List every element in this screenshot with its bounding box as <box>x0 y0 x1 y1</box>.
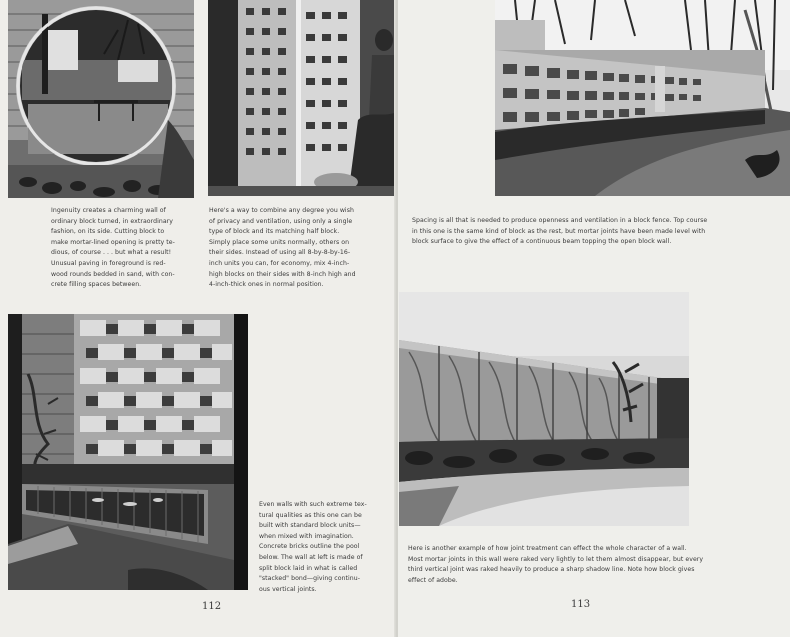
caption-line: effect of adobe. <box>408 576 458 584</box>
caption-line: wood rounds bedded in sand, with con- <box>51 270 175 278</box>
caption-line: split block laid in what is called <box>259 564 358 572</box>
photo-circular-opening-wall-image <box>8 0 194 198</box>
photo-open-block-fence <box>495 0 790 196</box>
page-number-left: 112 <box>202 601 222 612</box>
caption-line: "stacked" bond—giving continu- <box>259 575 361 583</box>
caption-circular-opening-wall <box>51 206 193 291</box>
caption-line: block surface to give the effect of a continuous beam topping the open block wall. <box>412 238 672 246</box>
caption-line: third vertical joint was raked heavily to produce a sharp shadow line. Note how block gives <box>408 566 695 574</box>
caption-line: crete filling spaces between. <box>51 281 142 289</box>
caption-line: below. The wall at left is made of <box>259 553 363 561</box>
right-page <box>398 0 790 637</box>
caption-line: Ingenuity creates a charming wall of <box>51 207 166 214</box>
caption-line: high blocks on their sides with 8-inch high and <box>209 270 356 278</box>
caption-line: Concrete bricks outline the pool <box>259 543 360 551</box>
caption-adobe-effect-wall <box>408 544 778 586</box>
caption-line: when mixed with imagination. <box>259 532 354 540</box>
caption-textured-block-wall-pool <box>259 500 387 595</box>
page-number-right: 113 <box>571 599 591 610</box>
photo-block-wall-privacy-image <box>208 0 397 196</box>
caption-line: in this one is the same kind of block as the rest, but mortar joints have been made level with <box>412 227 706 235</box>
photo-block-wall-privacy <box>208 0 397 196</box>
caption-open-block-fence <box>412 216 782 248</box>
caption-line: Most mortar joints in this wall were raked very lightly to let them almost disappear, but every <box>408 555 704 563</box>
caption-line: of privacy and ventilation, using only a single <box>209 217 353 225</box>
photo-open-block-fence-image <box>495 0 790 196</box>
caption-line: Unusual paving in foreground is red- <box>51 259 166 267</box>
caption-line: Here's a way to combine any degree you wish <box>209 207 354 214</box>
photo-textured-block-wall-pool-image <box>8 314 248 590</box>
caption-line: ous vertical joints. <box>259 585 317 593</box>
caption-line: dious, of course . . . but what a result! <box>51 249 172 257</box>
caption-block-wall-privacy <box>209 206 381 291</box>
caption-line: 4-inch-thick ones in normal position. <box>209 281 324 289</box>
caption-line: Simply place some units normally, others on <box>209 238 350 246</box>
caption-line: their sides. Instead of using all 8-by-8-by-16- <box>209 249 351 257</box>
caption-line: make mortar-lined opening is pretty te- <box>51 238 175 246</box>
caption-line: type of block and its matching half block. <box>209 228 340 236</box>
caption-line: Even walls with such extreme tex- <box>259 501 367 508</box>
photo-textured-block-wall-pool <box>8 314 248 590</box>
caption-line: tural qualities as this one can be <box>259 511 362 519</box>
caption-line: built with standard block units— <box>259 522 361 530</box>
left-page <box>0 0 396 637</box>
photo-adobe-effect-wall <box>399 292 689 526</box>
caption-line: fashion, on its side. Cutting block to <box>51 228 165 236</box>
photo-adobe-effect-wall-image <box>399 292 689 526</box>
caption-line: ordinary block turned, in extraordinary <box>51 217 173 225</box>
caption-line: inch units you can, for economy, mix 4-inch- <box>209 259 350 267</box>
caption-line: Spacing is all that is needed to produce openness and ventilation in a block fence. Top course <box>412 217 708 224</box>
photo-circular-opening-wall <box>8 0 194 198</box>
caption-line: Here is another example of how joint treatment can effect the whole character of a wall. <box>408 545 687 552</box>
